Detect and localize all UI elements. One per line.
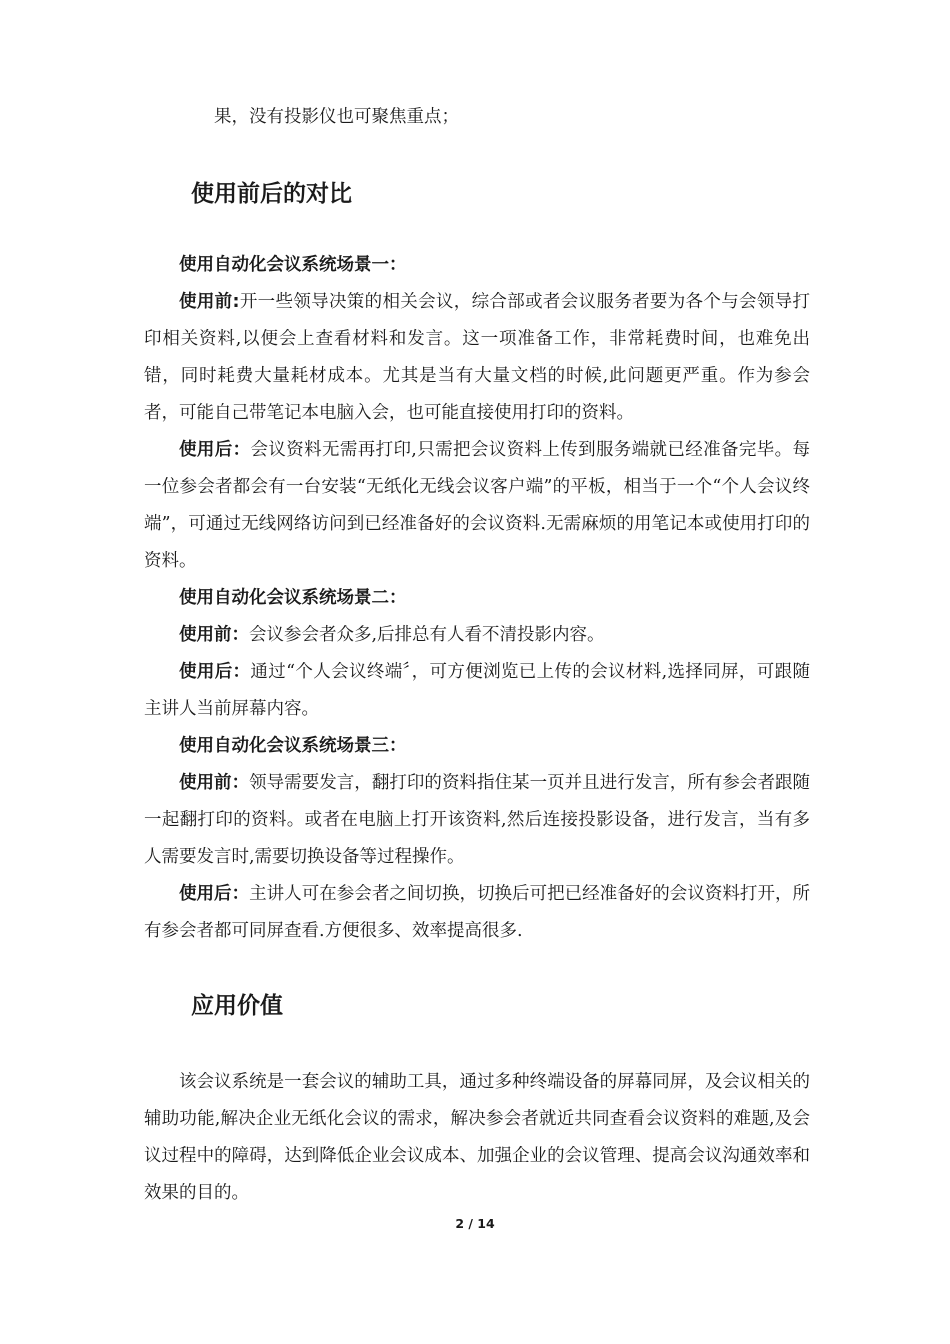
- after-text: 通过“个人会议终端〞，可方便浏览已上传的会议材料,选择同屏，可跟随主讲人当前屏幕内容。: [144, 662, 810, 719]
- section-heading-value: 应用价值: [191, 993, 283, 1019]
- value-paragraph: 该会议系统是一套会议的辅助工具，通过多种终端设备的屏幕同屏，及会议相关的辅助功能,解决企业无纸化会议的需求，解决参会者就近共同查看会议资料的难题,及会议过程中的障碍，达到降低企业会议成本、加强企业的会议管理、提高会议沟通效率和效果的目的。: [144, 1072, 810, 1203]
- scene-2-before-paragraph: [144, 617, 810, 654]
- page-number: 2 / 14: [455, 1216, 495, 1231]
- page-content: [144, 99, 810, 1212]
- before-text: 领导需要发言，翻打印的资料指住某一页并且进行发言，所有参会者跟随一起翻打印的资料。或者在电脑上打开该资料,然后连接投影设备，进行发言，当有多人需要发言时,需要切换设备等过程操作。: [144, 773, 811, 867]
- after-label: 使用后：: [179, 884, 250, 904]
- scene-3-before-paragraph: [144, 765, 810, 876]
- after-text: 会议资料无需再打印,只需把会议资料上传到服务端就已经准备完毕。每一位参会者都会有一台安装“无纸化无线会议客户端”的平板，相当于一个“个人会议终端”，可通过无线网络访问到已经准备好的会议资料.无需麻烦的用笔记本或使用打印的资料。: [144, 440, 811, 571]
- before-label: 使用前: [179, 292, 233, 312]
- before-label: 使用前：: [179, 773, 250, 793]
- scene-1-after-paragraph: [144, 432, 810, 580]
- intro-tail-paragraph: 果，没有投影仪也可聚焦重点；: [214, 107, 459, 127]
- before-text: 开一些领导决策的相关会议，综合部或者会议服务者要为各个与会领导打印相关资料,以便会上查看材料和发言。这一项准备工作，非常耗费时间，也难免出错，同时耗费大量耗材成本。尤其是当有大量文档的时候,此问题更严重。作为参会者，可能自己带笔记本电脑入会，也可能直接使用打印的资料。: [144, 292, 811, 423]
- before-label-separator: :: [232, 292, 240, 312]
- after-text: 主讲人可在参会者之间切换，切换后可把已经准备好的会议资料打开，所有参会者都可同屏查看.方便很多、效率提高很多.: [144, 884, 811, 941]
- after-label: 使用后：: [179, 440, 251, 460]
- scene-title-3: 使用自动化会议系统场景三：: [179, 736, 407, 756]
- scene-title-1: 使用自动化会议系统场景一：: [179, 255, 407, 275]
- scene-2-after-paragraph: [144, 654, 810, 728]
- after-label: 使用后：: [179, 662, 251, 682]
- section-heading-comparison: 使用前后的对比: [191, 181, 352, 207]
- before-text: 会议参会者众多,后排总有人看不清投影内容。: [249, 625, 605, 645]
- scene-title-2: 使用自动化会议系统场景二：: [179, 588, 407, 608]
- scene-1-before-paragraph: [144, 284, 810, 432]
- before-label: 使用前：: [179, 625, 249, 645]
- scene-3-after-paragraph: [144, 876, 810, 950]
